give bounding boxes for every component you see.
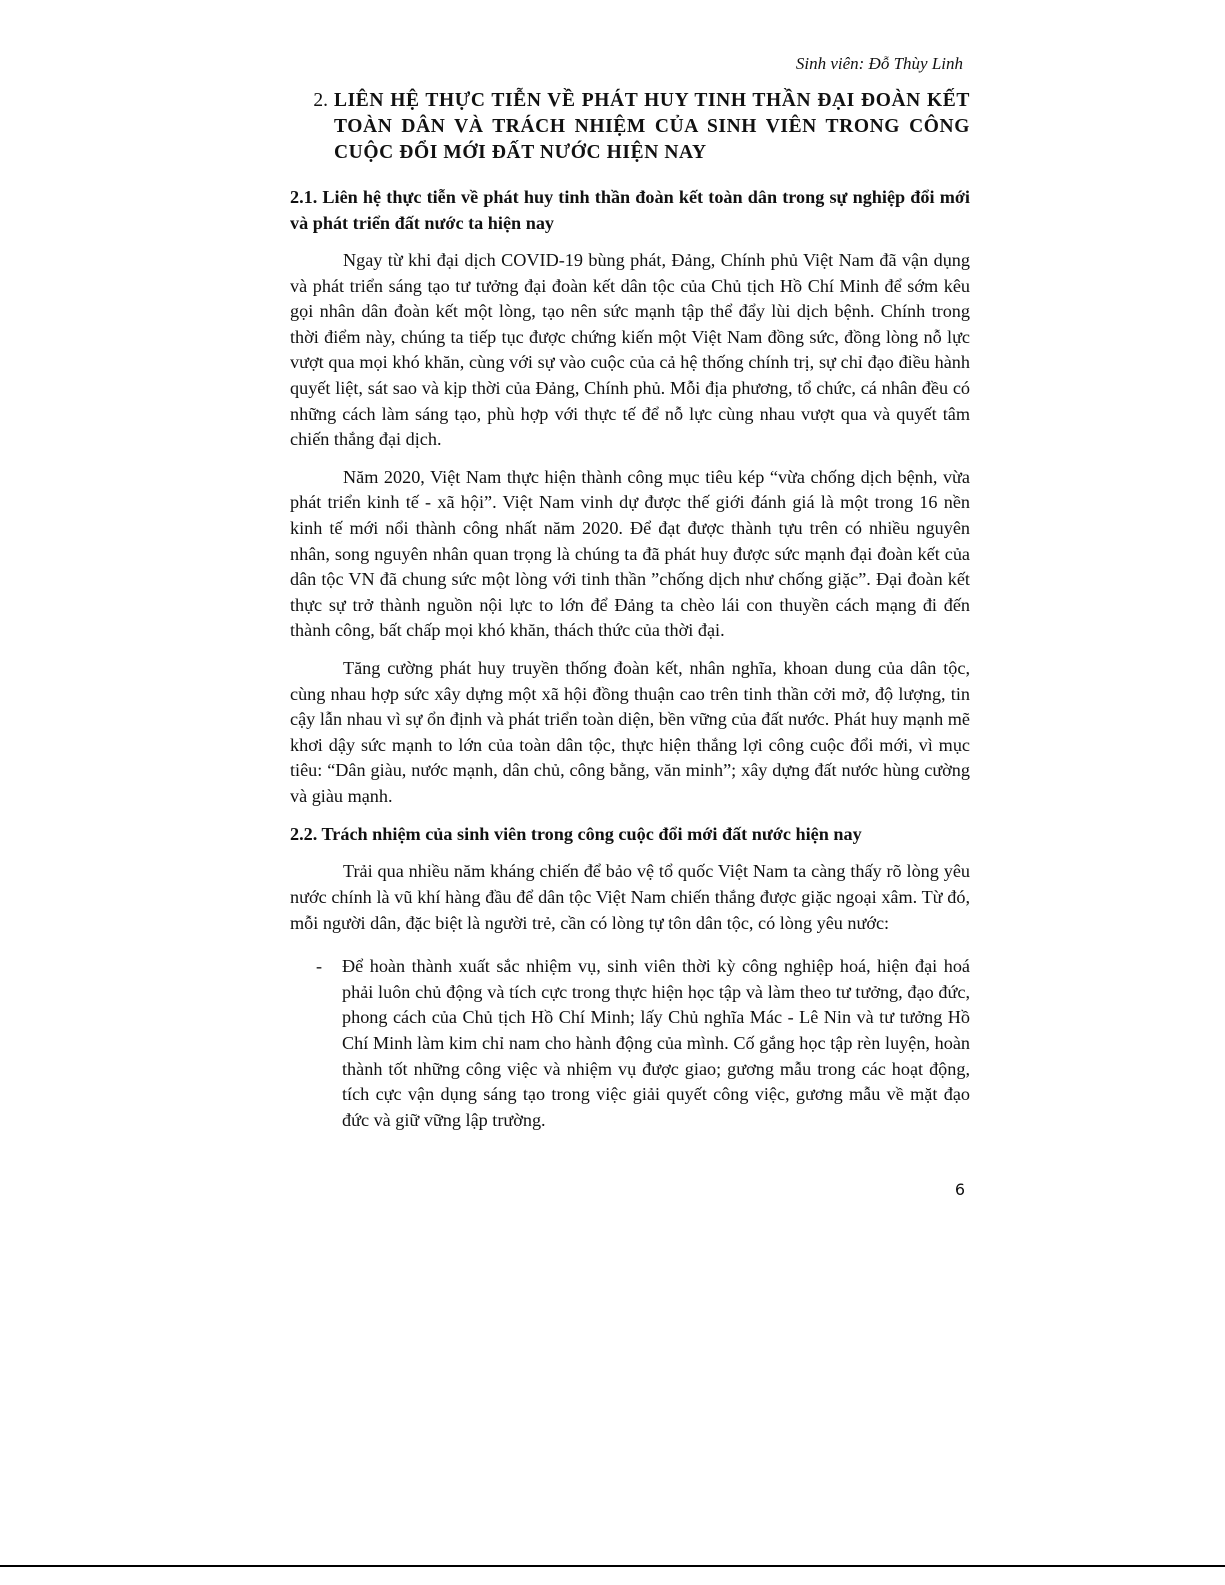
page-number: 6 (954, 1180, 965, 1199)
section-2-title: 2.2. Trách nhiệm của sinh viên trong công cuộc đổi mới đất nước hiện nay (290, 824, 862, 845)
chapter-title-text: LIÊN HỆ THỰC TIỄN VỀ PHÁT HUY TINH THẦN ĐẠI ĐOÀN KẾT TOÀN DÂN VÀ TRÁCH NHIỆM CỦA SINH VIÊN TRONG CÔNG CUỘC ĐỔI MỚI ĐẤT NƯỚC HIỆN NAY (334, 90, 970, 163)
bullet-text: Để hoàn thành xuất sắc nhiệm vụ, sinh viên thời kỳ công nghiệp hoá, hiện đại hoá phải luôn chủ động và tích cực trong thực hiện học tập và làm theo tư tưởng, đạo đức, phong cách của Chủ tịch Hồ Chí Minh; lấy Chủ nghĩa Mác - Lê Nin và tư tưởng Hồ Chí Minh làm kim chỉ nam cho hành động của mình. Cố gắng học tập rèn luyện, hoàn thành tốt những công việc và nhiệm vụ được giao; gương mẫu trong các hoạt động, tích cực vận dụng sáng tạo trong việc giải quyết công việc, gương mẫu về mặt đạo đức và giữ vững lập trường. (342, 956, 970, 1130)
header-author: Sinh viên: Đỗ Thùy Linh (795, 54, 963, 73)
section-1-title: 2.1. Liên hệ thực tiễn về phát huy tinh thần đoàn kết toàn dân trong sự nghiệp đổi mới và phát triển đất nước ta hiện nay (290, 187, 970, 233)
chapter-number: 2. (313, 90, 328, 111)
bullet-dash: - (316, 956, 323, 977)
chapter-title (290, 88, 970, 166)
section-1-paragraph: Năm 2020, Việt Nam thực hiện thành công mục tiêu kép “vừa chống dịch bệnh, vừa phát triển kinh tế - xã hội”. Việt Nam vinh dự được thế giới đánh giá là một trong 16 nền kinh tế mới nổi thành công nhất năm 2020. Để đạt được thành tựu trên có nhiều nguyên nhân, song nguyên nhân quan trọng là chúng ta đã phát huy được sức mạnh đại đoàn kết của dân tộc VN đã chung sức một lòng với tinh thần ”chống dịch như chống giặc”. Đại đoàn kết thực sự trở thành nguồn nội lực to lớn để Đảng ta chèo lái con thuyền cách mạng đi đến thành công, bất chấp mọi khó khăn, thách thức của thời đại. (290, 466, 970, 641)
page-content (290, 88, 970, 1133)
section-1-paragraph: Ngay từ khi đại dịch COVID-19 bùng phát, Đảng, Chính phủ Việt Nam đã vận dụng và phát triển sáng tạo tư tưởng đại đoàn kết dân tộc của Chủ tịch Hồ Chí Minh để sớm kêu gọi nhân dân đoàn kết một lòng, tạo nên sức mạnh tập thể đẩy lùi dịch bệnh. Chính trong thời điểm này, chúng ta tiếp tục được chứng kiến một Việt Nam đồng sức, đồng lòng nỗ lực vượt qua mọi khó khăn, cùng với sự vào cuộc của cả hệ thống chính trị, sự chỉ đạo điều hành quyết liệt, sát sao và kịp thời của Đảng, Chính phủ. Mỗi địa phương, tổ chức, cá nhân đều có những cách làm sáng tạo, phù hợp với thực tế để nỗ lực cùng nhau vượt qua và quyết tâm chiến thắng đại dịch. (290, 250, 970, 450)
section-2-paragraph: Trải qua nhiều năm kháng chiến để bảo vệ tổ quốc Việt Nam ta càng thấy rõ lòng yêu nước chính là vũ khí hàng đầu để dân tộc Việt Nam chiến thắng được giặc ngoại xâm. Từ đó, mỗi người dân, đặc biệt là người trẻ, cần có lòng tự tôn dân tộc, có lòng yêu nước: (290, 861, 970, 933)
bottom-divider (0, 1565, 1225, 1567)
bullet-item (290, 954, 970, 1133)
section-1-paragraph: Tăng cường phát huy truyền thống đoàn kết, nhân nghĩa, khoan dung của dân tộc, cùng nhau hợp sức xây dựng một xã hội đồng thuận cao trên tinh thần cởi mở, độ lượng, tin cậy lẫn nhau vì sự ổn định và phát triển toàn diện, bền vững của đất nước. Phát huy mạnh mẽ khơi dậy sức mạnh to lớn của toàn dân tộc, thực hiện thắng lợi công cuộc đổi mới, vì mục tiêu: “Dân giàu, nước mạnh, dân chủ, công bằng, văn minh”; xây dựng đất nước hùng cường và giàu mạnh. (290, 657, 970, 806)
